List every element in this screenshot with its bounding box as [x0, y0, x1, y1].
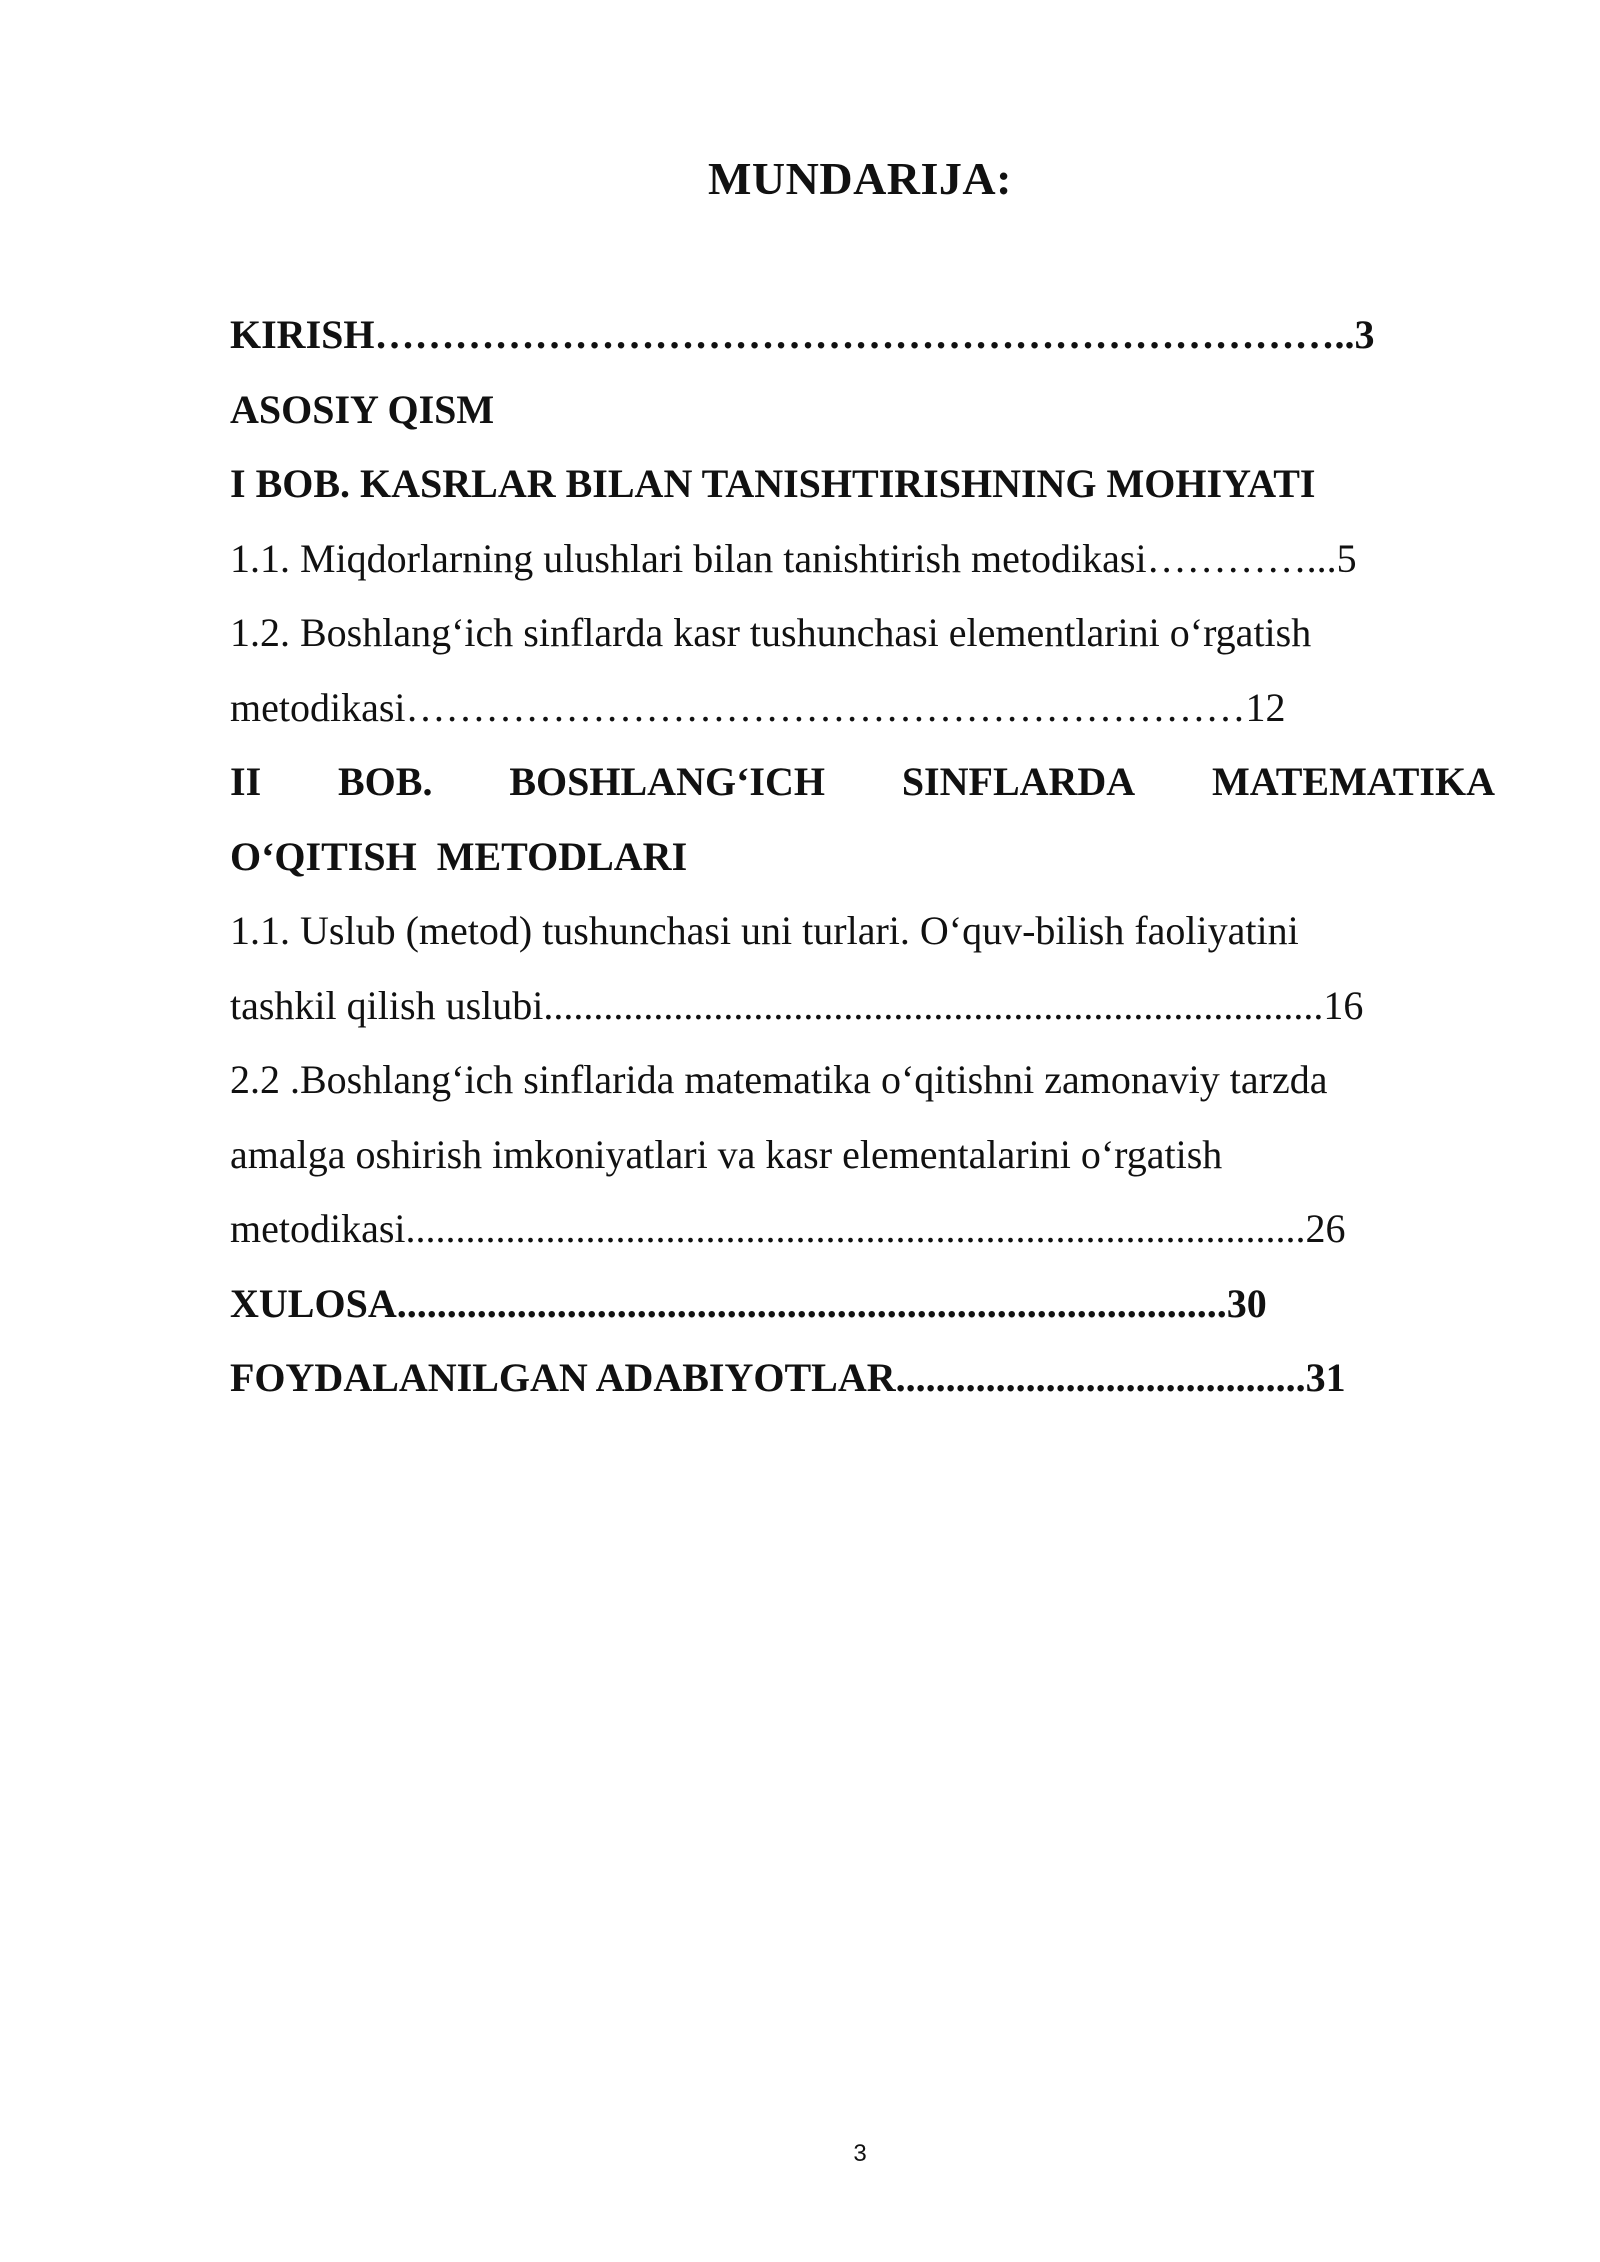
toc-entry-1-2-line-2: metodikasi………………………………………………………12 — [230, 684, 1286, 730]
toc-heading-chapter-1: I BOB. KASRLAR BILAN TANISHTIRISHNING MOHIYATI — [230, 461, 1316, 506]
toc-heading-chapter-2-line-2: O‘QITISH METODLARI — [230, 833, 688, 879]
toc-entry-2-1-line-1: 1.1. Uslub (metod) tushunchasi uni turlari. O‘quv-bilish faoliyatini — [230, 908, 1299, 953]
toc-entry-2-1-line-2: tashkil qilish uslubi..............................................................................16 — [230, 982, 1364, 1028]
toc-entry-foydalanilgan-adabiyotlar: FOYDALANILGAN ADABIYOTLAR.........................................31 — [230, 1355, 1346, 1400]
toc-heading-asosiy-qism: ASOSIY QISM — [230, 386, 495, 432]
toc-entry-kirish: KIRISH………………………………………………………………..3 — [230, 312, 1375, 357]
table-of-contents — [230, 298, 1495, 1416]
toc-entry-1-1: 1.1. Miqdorlarning ulushlari bilan tanishtirish metodikasi…………...5 — [230, 535, 1357, 581]
chapter-2-word: BOSHLANG‘ICH — [509, 759, 825, 804]
page-number: 3 — [853, 2140, 867, 2167]
chapter-2-word: SINFLARDA — [901, 759, 1136, 804]
toc-heading-chapter-2-line-1 — [230, 745, 1495, 820]
chapter-2-word: MATEMATIKA — [1212, 759, 1495, 804]
chapter-2-word: II — [230, 759, 262, 804]
toc-entry-1-2-line-1: 1.2. Boshlang‘ich sinflarda kasr tushunchasi elementlarini o‘rgatish — [230, 610, 1312, 655]
toc-entry-2-2-line-2: amalga oshirish imkoniyatlari va kasr elementalarini o‘rgatish — [230, 1131, 1223, 1177]
toc-entry-2-2-line-1: 2.2 .Boshlang‘ich sinflarida matematika o‘qitishni zamonaviy tarzda — [230, 1057, 1328, 1102]
toc-entry-xulosa: XULOSA...................................................................................30 — [230, 1280, 1267, 1326]
page-title: MUNDARIJA: — [708, 153, 1012, 204]
chapter-2-word: BOB. — [338, 759, 433, 804]
toc-entry-2-2-line-3: metodikasi..........................................................................................26 — [230, 1206, 1346, 1251]
